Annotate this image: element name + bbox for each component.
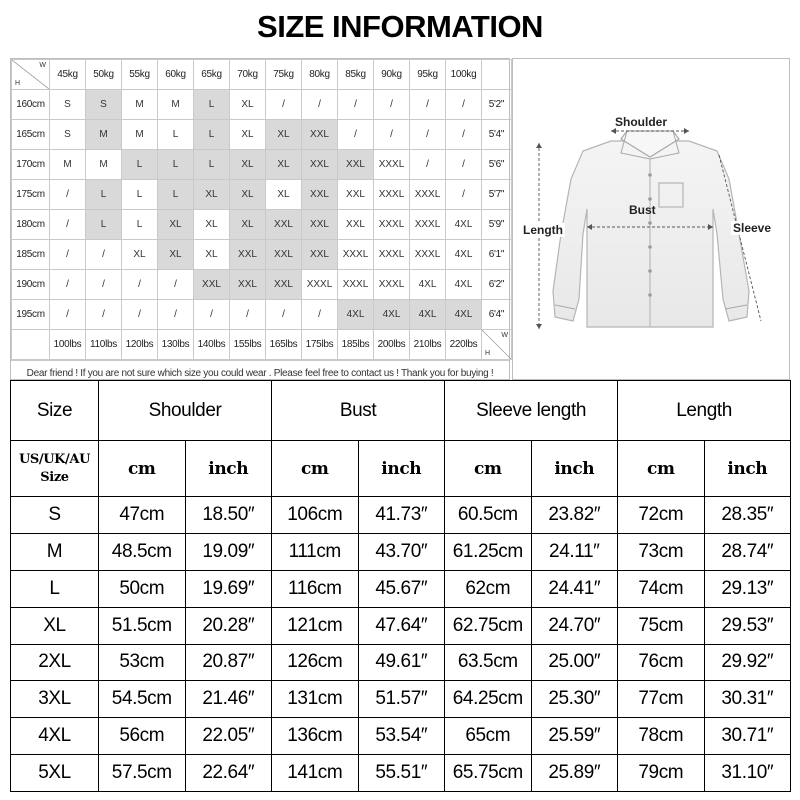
- weight-kg-label: 80kg: [302, 60, 338, 90]
- sleeve-cm-cell: 65cm: [445, 718, 532, 755]
- length-cm-cell: 72cm: [618, 497, 705, 534]
- matrix-cell: L: [158, 120, 194, 150]
- shoulder-cm-cell: 53cm: [99, 644, 186, 681]
- sleeve-cm-cell: 62.75cm: [445, 607, 532, 644]
- sleeve-in-cell: 25.30″: [531, 681, 618, 718]
- bust-in-cell: 45.67″: [358, 570, 445, 607]
- length-in-cell: 31.10″: [704, 755, 791, 792]
- shirt-diagram: [512, 58, 790, 380]
- matrix-cell: XXXL: [374, 240, 410, 270]
- size-matrix-table: [11, 59, 512, 360]
- matrix-cell: XXXL: [374, 270, 410, 300]
- length-in-cell: 29.13″: [704, 570, 791, 607]
- sleeve-in-cell: 24.11″: [531, 533, 618, 570]
- corner-w: W: [39, 62, 46, 69]
- size-cell: S: [11, 497, 99, 534]
- weight-kg-label: 85kg: [338, 60, 374, 90]
- matrix-cell: /: [374, 120, 410, 150]
- matrix-corner: [482, 330, 512, 360]
- length-cm-cell: 75cm: [618, 607, 705, 644]
- sleeve-cm-cell: 63.5cm: [445, 644, 532, 681]
- matrix-cell: XL: [230, 90, 266, 120]
- weight-kg-label: 90kg: [374, 60, 410, 90]
- matrix-cell: XXL: [230, 270, 266, 300]
- matrix-lbs-row: [12, 330, 512, 360]
- matrix-cell: L: [86, 180, 122, 210]
- matrix-cell: XL: [122, 240, 158, 270]
- matrix-cell: XXL: [338, 210, 374, 240]
- height-cm-label: 185cm: [12, 240, 50, 270]
- contact-note: Dear friend ! If you are not sure which size you could wear . Please feel free to contact us ! Thank you for buying !: [11, 360, 509, 386]
- weight-lbs-label: 220lbs: [446, 330, 482, 360]
- length-cm-cell: 74cm: [618, 570, 705, 607]
- sleeve-in-cell: 24.41″: [531, 570, 618, 607]
- bust-label: Bust: [629, 203, 656, 217]
- matrix-cell: XL: [194, 180, 230, 210]
- sleeve-in-cell: 23.82″: [531, 497, 618, 534]
- matrix-cell: /: [158, 300, 194, 330]
- weight-lbs-label: 200lbs: [374, 330, 410, 360]
- sleeve-in-cell: 25.89″: [531, 755, 618, 792]
- bust-in-cell: 43.70″: [358, 533, 445, 570]
- size-cell: 2XL: [11, 644, 99, 681]
- matrix-cell: XL: [158, 210, 194, 240]
- matrix-cell: /: [410, 120, 446, 150]
- sleeve-cm-cell: 64.25cm: [445, 681, 532, 718]
- size-row: [11, 533, 791, 570]
- height-ft-label: 5'2": [482, 90, 512, 120]
- matrix-cell: /: [446, 120, 482, 150]
- matrix-cell: /: [50, 270, 86, 300]
- height-ft-label: 5'7": [482, 180, 512, 210]
- bust-in-cell: 51.57″: [358, 681, 445, 718]
- weight-kg-label: 95kg: [410, 60, 446, 90]
- length-in-cell: 28.35″: [704, 497, 791, 534]
- shoulder-header: Shoulder: [99, 381, 272, 441]
- matrix-cell: /: [410, 90, 446, 120]
- size-header: Size: [11, 381, 99, 441]
- page-title: SIZE INFORMATION: [257, 9, 543, 44]
- bust-cm-cell: 136cm: [272, 718, 359, 755]
- matrix-cell: XL: [230, 180, 266, 210]
- matrix-cell: XXXL: [410, 240, 446, 270]
- weight-kg-label: 70kg: [230, 60, 266, 90]
- bust-in-cell: 55.51″: [358, 755, 445, 792]
- matrix-row: [12, 120, 512, 150]
- region-label: US/UK/AU Size: [11, 441, 99, 497]
- matrix-cell: /: [446, 180, 482, 210]
- matrix-cell: XL: [158, 240, 194, 270]
- matrix-cell: /: [122, 270, 158, 300]
- size-cell: 5XL: [11, 755, 99, 792]
- bust-cm-cell: 126cm: [272, 644, 359, 681]
- sleeve-label: Sleeve: [733, 221, 772, 235]
- size-row: [11, 644, 791, 681]
- matrix-cell: M: [158, 90, 194, 120]
- matrix-corner: [12, 60, 50, 90]
- matrix-cell: XL: [266, 150, 302, 180]
- matrix-row: [12, 300, 512, 330]
- size-row: [11, 607, 791, 644]
- unit-cm: cm: [272, 441, 359, 497]
- weight-lbs-label: 185lbs: [338, 330, 374, 360]
- matrix-cell: XL: [230, 150, 266, 180]
- matrix-cell: XXXL: [410, 180, 446, 210]
- sleeve-in-cell: 24.70″: [531, 607, 618, 644]
- matrix-blank: [482, 60, 512, 90]
- matrix-cell: 4XL: [410, 270, 446, 300]
- matrix-cell: /: [410, 150, 446, 180]
- sleeve-cm-cell: 60.5cm: [445, 497, 532, 534]
- matrix-cell: M: [86, 150, 122, 180]
- matrix-cell: XL: [230, 210, 266, 240]
- bust-cm-cell: 111cm: [272, 533, 359, 570]
- unit-inch: inch: [531, 441, 618, 497]
- matrix-cell: XL: [266, 180, 302, 210]
- matrix-cell: /: [446, 90, 482, 120]
- matrix-cell: XXL: [302, 180, 338, 210]
- unit-inch: inch: [704, 441, 791, 497]
- matrix-cell: XXXL: [374, 180, 410, 210]
- height-cm-label: 190cm: [12, 270, 50, 300]
- matrix-cell: S: [50, 120, 86, 150]
- unit-inch: inch: [358, 441, 445, 497]
- matrix-cell: /: [302, 90, 338, 120]
- size-cell: L: [11, 570, 99, 607]
- sleeve-in-cell: 25.59″: [531, 718, 618, 755]
- bust-cm-cell: 116cm: [272, 570, 359, 607]
- bust-in-cell: 53.54″: [358, 718, 445, 755]
- matrix-cell: L: [158, 180, 194, 210]
- matrix-cell: /: [338, 90, 374, 120]
- matrix-cell: XXXL: [374, 210, 410, 240]
- unit-inch: inch: [185, 441, 272, 497]
- matrix-cell: L: [194, 120, 230, 150]
- bust-in-cell: 41.73″: [358, 497, 445, 534]
- size-matrix: [10, 58, 510, 380]
- shoulder-in-cell: 21.46″: [185, 681, 272, 718]
- shoulder-cm-cell: 51.5cm: [99, 607, 186, 644]
- matrix-cell: L: [158, 150, 194, 180]
- length-cm-cell: 78cm: [618, 718, 705, 755]
- matrix-kg-row: [12, 60, 512, 90]
- matrix-cell: /: [194, 300, 230, 330]
- shoulder-cm-cell: 47cm: [99, 497, 186, 534]
- matrix-cell: /: [50, 210, 86, 240]
- matrix-cell: L: [194, 150, 230, 180]
- length-cm-cell: 77cm: [618, 681, 705, 718]
- weight-kg-label: 55kg: [122, 60, 158, 90]
- bust-cm-cell: 121cm: [272, 607, 359, 644]
- length-label: Length: [523, 223, 563, 237]
- matrix-cell: M: [86, 120, 122, 150]
- matrix-cell: 4XL: [446, 240, 482, 270]
- matrix-row: [12, 270, 512, 300]
- matrix-cell: XXXL: [410, 210, 446, 240]
- length-in-cell: 30.71″: [704, 718, 791, 755]
- matrix-row: [12, 240, 512, 270]
- bust-cm-cell: 141cm: [272, 755, 359, 792]
- matrix-cell: /: [50, 300, 86, 330]
- weight-lbs-label: 120lbs: [122, 330, 158, 360]
- matrix-cell: 4XL: [410, 300, 446, 330]
- matrix-cell: XXXL: [302, 270, 338, 300]
- matrix-row: [12, 90, 512, 120]
- weight-lbs-label: 130lbs: [158, 330, 194, 360]
- size-cell: 3XL: [11, 681, 99, 718]
- unit-cm: cm: [99, 441, 186, 497]
- matrix-cell: S: [50, 90, 86, 120]
- height-cm-label: 195cm: [12, 300, 50, 330]
- sleeve-cm-cell: 62cm: [445, 570, 532, 607]
- height-cm-label: 170cm: [12, 150, 50, 180]
- height-ft-label: 5'4": [482, 120, 512, 150]
- matrix-cell: L: [86, 210, 122, 240]
- matrix-row: [12, 150, 512, 180]
- height-cm-label: 175cm: [12, 180, 50, 210]
- size-row: [11, 497, 791, 534]
- matrix-cell: XXL: [302, 150, 338, 180]
- matrix-cell: 4XL: [374, 300, 410, 330]
- matrix-cell: XXL: [194, 270, 230, 300]
- matrix-cell: /: [158, 270, 194, 300]
- shoulder-in-cell: 22.05″: [185, 718, 272, 755]
- weight-kg-label: 50kg: [86, 60, 122, 90]
- size-row: [11, 718, 791, 755]
- height-ft-label: 5'9": [482, 210, 512, 240]
- height-ft-label: 5'6": [482, 150, 512, 180]
- matrix-cell: /: [266, 90, 302, 120]
- corner-w: W: [501, 332, 508, 339]
- matrix-cell: XXXL: [338, 240, 374, 270]
- matrix-cell: XXL: [266, 270, 302, 300]
- height-ft-label: 6'2": [482, 270, 512, 300]
- size-row: [11, 681, 791, 718]
- matrix-cell: 4XL: [446, 270, 482, 300]
- matrix-cell: 4XL: [338, 300, 374, 330]
- weight-lbs-label: 165lbs: [266, 330, 302, 360]
- weight-lbs-label: 175lbs: [302, 330, 338, 360]
- matrix-cell: /: [338, 120, 374, 150]
- matrix-cell: XXL: [230, 240, 266, 270]
- matrix-cell: XXL: [266, 240, 302, 270]
- size-row: [11, 755, 791, 792]
- weight-lbs-label: 155lbs: [230, 330, 266, 360]
- matrix-cell: XXL: [302, 210, 338, 240]
- matrix-cell: XXL: [302, 240, 338, 270]
- shoulder-cm-cell: 50cm: [99, 570, 186, 607]
- shoulder-cm-cell: 48.5cm: [99, 533, 186, 570]
- matrix-cell: /: [122, 300, 158, 330]
- matrix-cell: /: [86, 300, 122, 330]
- matrix-cell: XL: [194, 210, 230, 240]
- size-row: [11, 570, 791, 607]
- corner-h: H: [485, 350, 491, 357]
- matrix-cell: /: [374, 90, 410, 120]
- length-header: Length: [618, 381, 791, 441]
- matrix-cell: XXL: [338, 180, 374, 210]
- matrix-cell: /: [266, 300, 302, 330]
- size-cell: 4XL: [11, 718, 99, 755]
- shoulder-in-cell: 20.87″: [185, 644, 272, 681]
- matrix-cell: XXXL: [338, 270, 374, 300]
- size-cell: XL: [11, 607, 99, 644]
- sleeve-header: Sleeve length: [445, 381, 618, 441]
- height-ft-label: 6'4": [482, 300, 512, 330]
- height-ft-label: 6'1": [482, 240, 512, 270]
- matrix-cell: M: [50, 150, 86, 180]
- length-in-cell: 29.92″: [704, 644, 791, 681]
- bust-in-cell: 47.64″: [358, 607, 445, 644]
- weight-kg-label: 45kg: [50, 60, 86, 90]
- size-chart-table: [10, 380, 791, 792]
- unit-cm: cm: [618, 441, 705, 497]
- matrix-cell: XL: [194, 240, 230, 270]
- bust-in-cell: 49.61″: [358, 644, 445, 681]
- matrix-cell: /: [230, 300, 266, 330]
- shoulder-cm-cell: 54.5cm: [99, 681, 186, 718]
- matrix-cell: XXL: [302, 120, 338, 150]
- sleeve-in-cell: 25.00″: [531, 644, 618, 681]
- length-cm-cell: 73cm: [618, 533, 705, 570]
- length-cm-cell: 76cm: [618, 644, 705, 681]
- corner-h: H: [15, 80, 21, 87]
- matrix-row: [12, 210, 512, 240]
- shoulder-in-cell: 18.50″: [185, 497, 272, 534]
- shoulder-in-cell: 19.09″: [185, 533, 272, 570]
- height-cm-label: 165cm: [12, 120, 50, 150]
- length-in-cell: 28.74″: [704, 533, 791, 570]
- length-cm-cell: 79cm: [618, 755, 705, 792]
- matrix-blank: [12, 330, 50, 360]
- weight-lbs-label: 140lbs: [194, 330, 230, 360]
- size-chart: [10, 380, 790, 792]
- shoulder-in-cell: 19.69″: [185, 570, 272, 607]
- matrix-cell: /: [86, 240, 122, 270]
- matrix-cell: /: [50, 180, 86, 210]
- shoulder-label: Shoulder: [615, 115, 668, 129]
- bust-cm-cell: 131cm: [272, 681, 359, 718]
- matrix-cell: L: [194, 90, 230, 120]
- matrix-cell: XL: [266, 120, 302, 150]
- weight-kg-label: 75kg: [266, 60, 302, 90]
- matrix-cell: 4XL: [446, 210, 482, 240]
- weight-kg-label: 60kg: [158, 60, 194, 90]
- length-in-cell: 30.31″: [704, 681, 791, 718]
- shoulder-cm-cell: 56cm: [99, 718, 186, 755]
- length-in-cell: 29.53″: [704, 607, 791, 644]
- matrix-cell: XXXL: [374, 150, 410, 180]
- matrix-cell: S: [86, 90, 122, 120]
- matrix-cell: L: [122, 180, 158, 210]
- matrix-cell: M: [122, 120, 158, 150]
- height-cm-label: 160cm: [12, 90, 50, 120]
- matrix-cell: 4XL: [446, 300, 482, 330]
- shoulder-in-cell: 20.28″: [185, 607, 272, 644]
- size-cell: M: [11, 533, 99, 570]
- matrix-cell: XXL: [266, 210, 302, 240]
- weight-lbs-label: 210lbs: [410, 330, 446, 360]
- weight-kg-label: 100kg: [446, 60, 482, 90]
- shoulder-cm-cell: 57.5cm: [99, 755, 186, 792]
- matrix-cell: M: [122, 90, 158, 120]
- weight-lbs-label: 100lbs: [50, 330, 86, 360]
- weight-kg-label: 65kg: [194, 60, 230, 90]
- matrix-cell: /: [446, 150, 482, 180]
- weight-lbs-label: 110lbs: [86, 330, 122, 360]
- bust-header: Bust: [272, 381, 445, 441]
- matrix-cell: XL: [230, 120, 266, 150]
- sleeve-cm-cell: 61.25cm: [445, 533, 532, 570]
- matrix-cell: /: [86, 270, 122, 300]
- matrix-cell: XXL: [338, 150, 374, 180]
- matrix-cell: /: [50, 240, 86, 270]
- sleeve-cm-cell: 65.75cm: [445, 755, 532, 792]
- unit-cm: cm: [445, 441, 532, 497]
- shoulder-in-cell: 22.64″: [185, 755, 272, 792]
- matrix-cell: L: [122, 150, 158, 180]
- height-cm-label: 180cm: [12, 210, 50, 240]
- matrix-cell: /: [302, 300, 338, 330]
- matrix-row: [12, 180, 512, 210]
- shirt-illustration-icon: [513, 59, 791, 381]
- bust-cm-cell: 106cm: [272, 497, 359, 534]
- matrix-cell: L: [122, 210, 158, 240]
